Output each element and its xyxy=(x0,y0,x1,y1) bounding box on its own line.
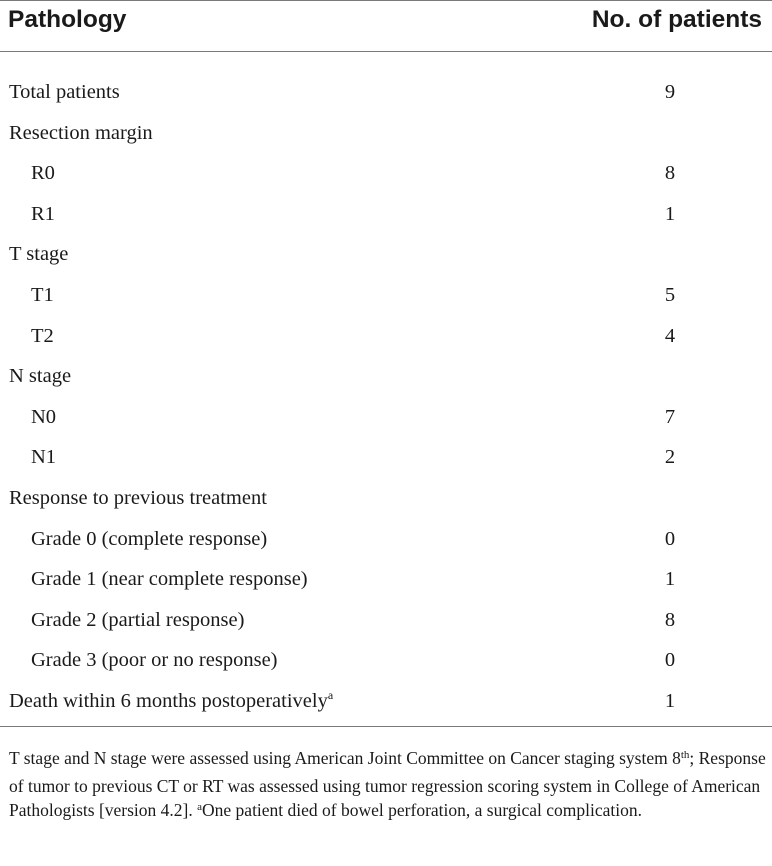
row-sublabel xyxy=(31,528,267,551)
table-footnote xyxy=(9,746,766,826)
table-row xyxy=(0,690,772,730)
row-sublabel xyxy=(31,446,56,469)
row-value: 1 xyxy=(664,568,676,591)
row-sublabel xyxy=(31,649,278,672)
row-label-text: Total patients xyxy=(9,81,120,103)
row-label-text: Response to previous treatment xyxy=(9,487,267,509)
row-value: 0 xyxy=(664,527,676,550)
row-label-sup: a xyxy=(327,688,334,702)
footnote-text-2: ; Response of tumor to previous CT or RT was assessed using tumor regression scoring system in College of American Pathologists [version 4.2]. xyxy=(9,748,766,821)
row-label xyxy=(9,690,333,713)
row-label xyxy=(9,487,267,510)
table-row xyxy=(0,365,772,405)
table-row xyxy=(0,446,772,486)
row-sublabel xyxy=(31,203,55,226)
row-label-text: Grade 0 (complete response) xyxy=(31,527,268,550)
row-value: 1 xyxy=(664,690,676,712)
table-row xyxy=(0,406,772,446)
table-row xyxy=(0,122,772,162)
table-row xyxy=(0,649,772,689)
row-label-text: T stage xyxy=(9,243,69,266)
header-no-of-patients: No. of patients xyxy=(591,6,762,33)
row-sublabel xyxy=(31,325,54,348)
table-row xyxy=(0,162,772,202)
table-bottom-rule xyxy=(0,726,772,727)
row-label-text: Resection margin xyxy=(9,121,153,144)
row-sublabel xyxy=(31,568,308,591)
row-label-text: R0 xyxy=(31,162,55,185)
table-row xyxy=(0,568,772,608)
row-label-text: N stage xyxy=(9,365,72,388)
table-row xyxy=(0,609,772,649)
row-value: 0 xyxy=(664,649,676,672)
row-value: 4 xyxy=(664,324,676,347)
row-value: 1 xyxy=(664,202,676,225)
table-row xyxy=(0,203,772,243)
row-label xyxy=(9,81,120,104)
table-row xyxy=(0,284,772,324)
row-sublabel xyxy=(31,406,56,429)
row-label-text: Grade 2 (partial response) xyxy=(31,608,245,631)
row-value: 7 xyxy=(664,405,676,428)
row-label-text: T1 xyxy=(31,284,54,306)
header-pathology: Pathology xyxy=(8,6,127,33)
row-label-text: Death within 6 months postoperatively xyxy=(9,690,328,712)
row-label xyxy=(9,365,71,388)
row-label xyxy=(9,122,153,145)
table-row xyxy=(0,81,772,121)
footnote-text-1: T stage and N stage were assessed using American Joint Committee on Cancer staging system 8 xyxy=(9,748,681,768)
row-value: 8 xyxy=(664,162,676,185)
row-label-text: T2 xyxy=(31,324,54,347)
footnote-text-3: One patient died of bowel perforation, a surgical complication. xyxy=(202,800,642,821)
footnote-sup-th: th xyxy=(680,749,690,761)
table-row xyxy=(0,243,772,283)
row-label-text: N1 xyxy=(31,446,57,469)
table-header xyxy=(0,0,772,52)
row-label-text: R1 xyxy=(31,202,55,225)
table-row xyxy=(0,487,772,527)
row-sublabel xyxy=(31,162,55,185)
row-value: 8 xyxy=(664,608,676,631)
table-row xyxy=(0,528,772,568)
row-label-text: Grade 3 (poor or no response) xyxy=(31,649,278,672)
row-label-text: Grade 1 (near complete response) xyxy=(31,568,308,591)
row-value: 2 xyxy=(664,446,676,469)
row-label-text: N0 xyxy=(31,405,57,428)
row-sublabel xyxy=(31,284,54,307)
row-value: 5 xyxy=(664,284,676,306)
row-sublabel xyxy=(31,609,244,632)
table-row xyxy=(0,325,772,365)
footnote-sup-a: a xyxy=(197,801,203,814)
row-label xyxy=(9,243,68,266)
row-value: 9 xyxy=(664,81,676,103)
